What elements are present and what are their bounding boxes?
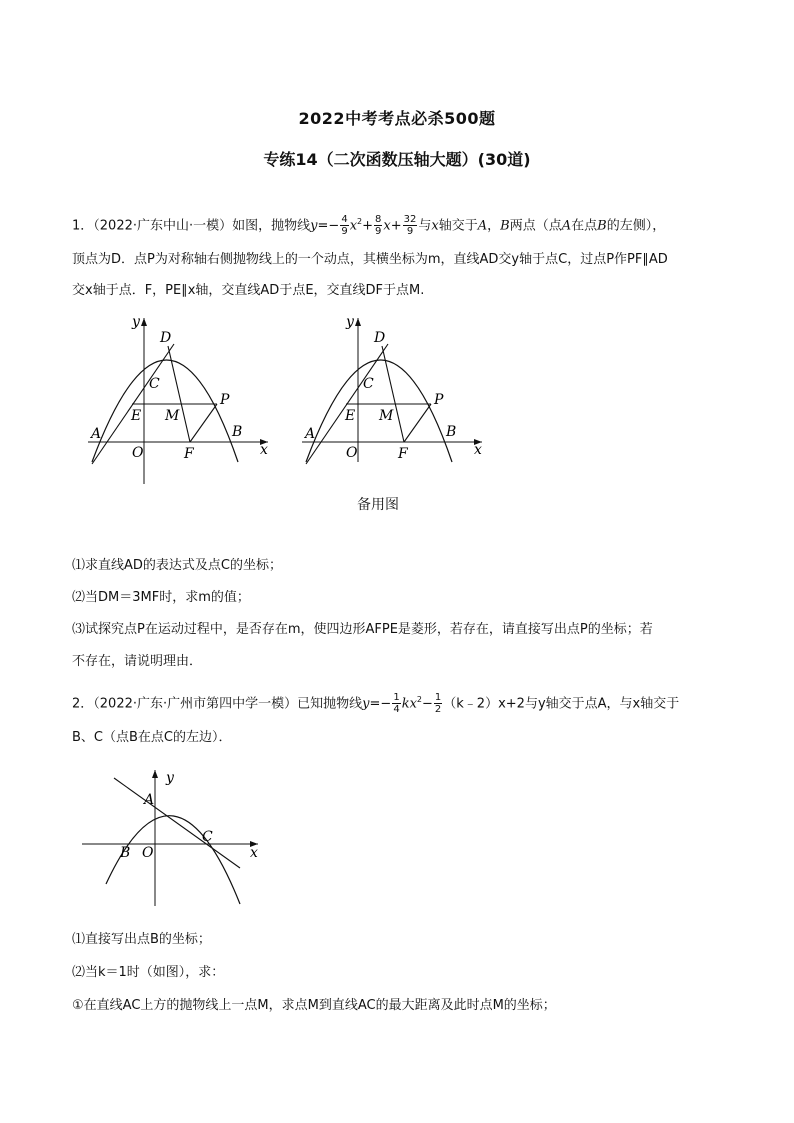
label-o: O <box>346 445 358 461</box>
label-a: A <box>91 426 102 442</box>
q1-text-g: 的左侧）， <box>606 218 666 234</box>
q1-point-b2: B <box>597 218 607 234</box>
label-d: D <box>374 330 386 346</box>
q1-figure-1 <box>88 312 273 490</box>
label-o: O <box>132 445 144 461</box>
q2-text-b: （k﹣2）x+2与y轴交于点A，与x轴交于 <box>443 696 680 712</box>
q1-text-c: 轴交于 <box>438 218 478 234</box>
label-c: C <box>149 376 160 392</box>
label-x: x <box>250 845 258 861</box>
line-df <box>168 346 190 442</box>
q1-text-d: ， <box>487 218 501 234</box>
q1-part-2: ⑵当DM＝3MF时，求m的值； <box>72 590 250 605</box>
line-pf <box>404 404 431 442</box>
label-p: P <box>434 392 444 408</box>
label-b: B <box>232 424 243 440</box>
label-p: P <box>220 392 230 408</box>
q1-text-b: 与 <box>418 218 432 234</box>
q1-point-b: B <box>500 218 510 234</box>
label-e: E <box>345 408 356 424</box>
q1-point-a2: A <box>561 218 572 234</box>
label-a: A <box>305 426 316 442</box>
q2-part-1: ⑴直接写出点B的坐标； <box>72 932 211 947</box>
q2-minus: − <box>422 696 433 712</box>
label-f: F <box>398 446 408 462</box>
q2-line-2: B、C（点B在点C的左边）． <box>72 730 232 745</box>
q1-line-1 <box>72 212 665 237</box>
q1-figure-2-backup <box>302 312 487 490</box>
q1-sq: 2 <box>357 217 363 226</box>
line-df <box>382 346 404 442</box>
label-e: E <box>131 408 142 424</box>
label-b: B <box>120 845 131 861</box>
label-m: M <box>379 408 394 424</box>
figure-caption: 备用图 <box>357 497 399 513</box>
label-y: y <box>132 314 140 330</box>
label-y: y <box>346 314 354 330</box>
q1-frac-1-den: 9 <box>341 226 348 238</box>
q1-x2: x <box>349 218 358 234</box>
q1-part-3a: ⑶试探究点P在运动过程中，是否存在m，使四边形AFPE是菱形，若存在，请直接写出点P的坐标；若 <box>72 622 653 637</box>
q2-part-2a: ①在直线AC上方的抛物线上一点M，求点M到直线AC的最大距离及此时点M的坐标； <box>72 998 556 1013</box>
q1-frac-2-num: 8 <box>375 214 382 226</box>
q1-frac-2 <box>374 214 382 237</box>
q1-plus1: + <box>362 218 374 234</box>
q1-line-2: 顶点为D．点P为对称轴右侧抛物线上的一个动点，其横坐标为m，直线AD交y轴于点C，过点P作PF∥AD <box>72 252 668 267</box>
q2-frac-2 <box>434 692 442 715</box>
label-o: O <box>142 845 154 861</box>
q1-part-3b: 不存在，请说明理由． <box>72 654 203 669</box>
q1-line-3: 交x轴于点．F，PE∥x轴，交直线AD于点E，交直线DF于点M. <box>72 283 425 298</box>
q2-kx: kx <box>401 696 417 712</box>
label-a: A <box>144 792 155 808</box>
document-subtitle: 专练14（二次函数压轴大题）(30道) <box>263 150 531 169</box>
q1-number: 1． <box>72 218 94 234</box>
label-m: M <box>165 408 180 424</box>
y-axis-arrow <box>152 770 158 778</box>
q1-point-a: A <box>477 218 488 234</box>
q2-text-a: 已知抛物线 <box>297 696 363 712</box>
q1-frac-3-num: 32 <box>403 214 417 226</box>
q1-eq: =− <box>317 218 340 234</box>
q1-xvar: x <box>431 218 439 234</box>
y-axis-arrow <box>355 318 361 326</box>
line-pf <box>190 404 217 442</box>
q1-text: 如图，抛物线 <box>232 218 311 234</box>
q2-sq: 2 <box>416 695 422 704</box>
label-b: B <box>446 424 457 440</box>
q2-eq: =− <box>369 696 392 712</box>
q2-y: y <box>362 696 370 712</box>
document-title: 2022中考考点必杀500题 <box>298 109 496 128</box>
q2-frac-1-den: 4 <box>393 704 400 716</box>
q2-number: 2． <box>72 696 94 712</box>
label-x: x <box>260 442 268 458</box>
q2-figure <box>78 764 268 914</box>
y-axis-arrow <box>141 318 147 326</box>
line-ac <box>114 778 240 868</box>
q1-text-e: 两点（点 <box>509 218 562 234</box>
label-f: F <box>184 446 194 462</box>
q1-frac-1-num: 4 <box>341 214 348 226</box>
q1-y: y <box>310 218 318 234</box>
q1-text-f: 在点 <box>571 218 598 234</box>
q2-frac-2-num: 1 <box>434 692 442 704</box>
q1-x1: x <box>383 218 391 234</box>
q1-frac-3 <box>403 214 418 237</box>
q2-source: （2022·广东·广州市第四中学一模） <box>93 696 298 712</box>
q1-plus2: + <box>390 218 402 234</box>
q1-source: （2022·广东中山·一模） <box>93 218 233 234</box>
q2-line-1 <box>72 690 679 715</box>
q1-frac-1 <box>340 214 348 237</box>
q1-frac-2-den: 9 <box>375 226 382 238</box>
q2-frac-2-den: 2 <box>434 704 442 716</box>
q1-part-1: ⑴求直线AD的表达式及点C的坐标； <box>72 558 282 573</box>
label-x: x <box>474 442 482 458</box>
q2-part-2: ⑵当k＝1时（如图），求： <box>72 965 225 980</box>
q1-frac-3-den: 9 <box>406 226 414 238</box>
label-c: C <box>363 376 374 392</box>
q2-frac-1-num: 1 <box>393 692 400 704</box>
label-c: C <box>202 829 213 845</box>
label-y: y <box>166 770 174 786</box>
label-d: D <box>160 330 172 346</box>
q2-frac-1 <box>392 692 400 715</box>
